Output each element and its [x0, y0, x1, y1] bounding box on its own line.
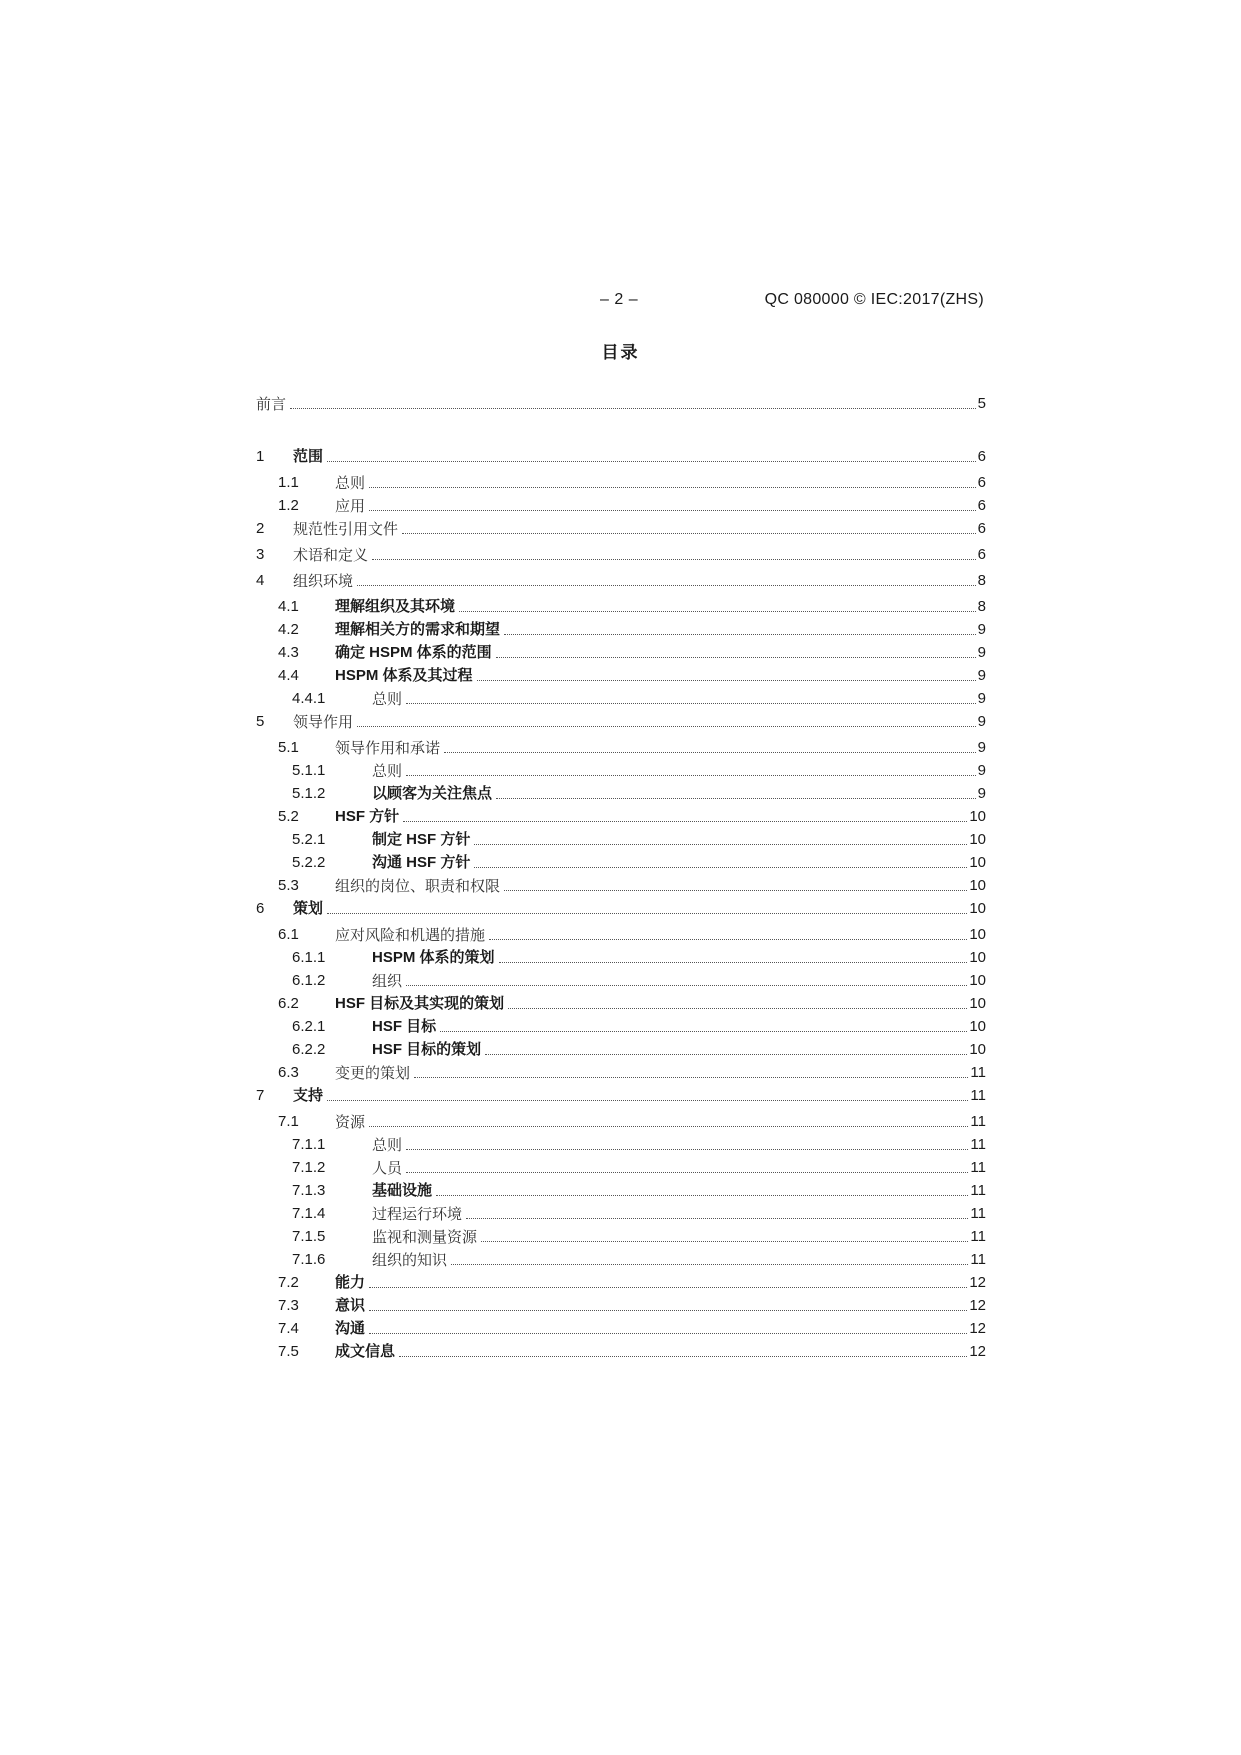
- toc-entry[interactable]: [256, 710, 986, 732]
- toc-entry-label: 变更的策划: [335, 1064, 411, 1082]
- toc-dot-leader: [496, 656, 976, 658]
- toc-dot-leader: [406, 1148, 968, 1150]
- toc-dot-leader: [369, 486, 976, 488]
- toc-dot-leader: [402, 532, 976, 534]
- toc-entry-page: 11: [970, 1205, 986, 1222]
- toc-dot-leader: [499, 961, 968, 963]
- toc-dot-leader: [399, 1355, 967, 1357]
- toc-entry-page: 11: [970, 1064, 986, 1081]
- toc-entry-label: 总则: [335, 474, 366, 492]
- toc-entry-page: 10: [969, 1041, 986, 1058]
- toc-entry-label: 意识: [335, 1297, 366, 1314]
- toc-entry[interactable]: [256, 1271, 986, 1293]
- toc-entry[interactable]: [256, 805, 986, 827]
- toc-dot-leader: [327, 912, 967, 914]
- toc-entry-number: 7.2: [278, 1274, 299, 1291]
- toc-entry-label: 总则: [372, 762, 403, 780]
- toc-dot-leader: [406, 984, 967, 986]
- toc-entry-label: 成文信息: [335, 1343, 396, 1360]
- toc-entry-label: 组织: [372, 972, 403, 990]
- toc-dot-leader: [369, 1309, 967, 1311]
- toc-title: 目录: [601, 343, 640, 362]
- toc-entry-label: 能力: [335, 1274, 366, 1291]
- toc-entry-page: 9: [977, 785, 986, 802]
- toc-entry[interactable]: [256, 1294, 986, 1316]
- toc-entry-page: 6: [977, 520, 986, 537]
- toc-entry[interactable]: [256, 1340, 986, 1362]
- toc-dot-leader: [504, 633, 976, 635]
- toc-entry-page: 11: [970, 1136, 986, 1153]
- toc-entry[interactable]: [256, 897, 986, 919]
- toc-entry[interactable]: [256, 736, 986, 758]
- toc-entry-label: HSPM 体系及其过程: [335, 667, 473, 684]
- toc-entry[interactable]: [256, 1038, 986, 1060]
- toc-dot-leader: [406, 702, 976, 704]
- toc-entry-label: 以顾客为关注焦点: [372, 785, 493, 802]
- toc-dot-leader: [406, 1171, 968, 1173]
- toc-entry-number: 1.2: [278, 497, 299, 514]
- toc-entry-number: 6.2.2: [292, 1041, 326, 1058]
- toc-entry-number: 6: [256, 900, 265, 917]
- toc-entry[interactable]: [256, 1084, 986, 1106]
- toc-entry-label: 沟通 HSF 方针: [372, 854, 471, 871]
- toc-entry-label: 组织的知识: [372, 1251, 448, 1269]
- toc-entry-label: 过程运行环境: [372, 1205, 463, 1223]
- toc-entry[interactable]: [256, 1225, 986, 1247]
- toc-entry-page: 9: [977, 621, 986, 638]
- toc-entry-page: 12: [969, 1274, 986, 1291]
- toc-entry-page: 10: [969, 949, 986, 966]
- toc-dot-leader: [403, 820, 967, 822]
- toc-entry-page: 8: [977, 598, 986, 615]
- toc-entry-label: 监视和测量资源: [372, 1228, 478, 1246]
- toc-dot-leader: [440, 1030, 967, 1032]
- toc-entry-page: 11: [970, 1087, 986, 1104]
- toc-dot-leader: [436, 1194, 968, 1196]
- toc-entry[interactable]: [256, 1248, 986, 1270]
- toc-entry-number: 4.3: [278, 644, 299, 661]
- toc-dot-leader: [290, 407, 976, 409]
- toc-entry-page: 11: [970, 1228, 986, 1245]
- toc-entry[interactable]: [256, 782, 986, 804]
- toc-entry-number: 7.4: [278, 1320, 299, 1337]
- toc-entry-page: 9: [977, 713, 986, 730]
- toc-entry[interactable]: [256, 1156, 986, 1178]
- toc-entry-number: 7.1.5: [292, 1228, 326, 1245]
- toc-entry-page: 6: [977, 546, 986, 563]
- toc-entry-number: 7.1.6: [292, 1251, 326, 1268]
- toc-entry-page: 12: [969, 1297, 986, 1314]
- toc-entry[interactable]: [256, 392, 986, 414]
- toc-entry-page: 11: [970, 1159, 986, 1176]
- toc-entry-page: 11: [970, 1182, 986, 1199]
- toc-entry[interactable]: [256, 1179, 986, 1201]
- toc-entry-number: 5.2.2: [292, 854, 326, 871]
- toc-entry-number: 6.2.1: [292, 1018, 326, 1035]
- toc-entry[interactable]: [256, 1110, 986, 1132]
- toc-entry-number: 5.2: [278, 808, 299, 825]
- toc-entry-page: 9: [977, 667, 986, 684]
- toc-entry-number: 7: [256, 1087, 265, 1104]
- toc-entry-page: 12: [969, 1343, 986, 1360]
- toc-entry-label: HSF 方针: [335, 808, 400, 825]
- toc-entry[interactable]: [256, 851, 986, 873]
- toc-dot-leader: [369, 509, 976, 511]
- toc-entry-number: 7.1.3: [292, 1182, 326, 1199]
- toc-entry-label: 规范性引用文件: [293, 520, 399, 538]
- toc-entry-number: 7.5: [278, 1343, 299, 1360]
- toc-dot-leader: [474, 843, 967, 845]
- toc-entry-number: 6.1.1: [292, 949, 326, 966]
- toc-entry-page: 10: [969, 972, 986, 989]
- toc-entry[interactable]: [256, 543, 986, 565]
- toc-entry[interactable]: [256, 569, 986, 591]
- toc-dot-leader: [369, 1125, 968, 1127]
- toc-entry[interactable]: [256, 641, 986, 663]
- toc-entry[interactable]: [256, 618, 986, 640]
- toc-entry-number: 5.1.2: [292, 785, 326, 802]
- toc-entry-number: 5.2.1: [292, 831, 326, 848]
- toc-entry[interactable]: [256, 471, 986, 493]
- toc-entry-label: 范围: [293, 448, 324, 465]
- toc-entry-page: 6: [977, 474, 986, 491]
- toc-entry-number: 7.1.4: [292, 1205, 326, 1222]
- toc-dot-leader: [406, 774, 976, 776]
- toc-entry-number: 6.2: [278, 995, 299, 1012]
- toc-entry-number: 3: [256, 546, 265, 563]
- toc-entry-page: 10: [969, 877, 986, 894]
- toc-entry-label: 术语和定义: [293, 546, 369, 564]
- toc-entry-page: 9: [977, 739, 986, 756]
- toc-entry-number: 5.1.1: [292, 762, 326, 779]
- toc-dot-leader: [369, 1286, 967, 1288]
- toc-entry[interactable]: [256, 1202, 986, 1224]
- toc-entry-number: 5: [256, 713, 265, 730]
- toc-entry[interactable]: [256, 494, 986, 516]
- toc-entry-number: 2: [256, 520, 265, 537]
- toc-dot-leader: [504, 889, 967, 891]
- toc-entry-number: 1: [256, 448, 265, 465]
- toc-entry-page: 10: [969, 854, 986, 871]
- toc-entry-number: 7.1.2: [292, 1159, 326, 1176]
- toc-entry-page: 8: [977, 572, 986, 589]
- toc-entry-label: HSF 目标及其实现的策划: [335, 995, 505, 1012]
- toc-dot-leader: [357, 584, 976, 586]
- toc-dot-leader: [481, 1240, 968, 1242]
- toc-entry-number: 6.3: [278, 1064, 299, 1081]
- toc-entry-label: 支持: [293, 1087, 324, 1104]
- toc-dot-leader: [451, 1263, 968, 1265]
- toc-entry-page: 11: [970, 1251, 986, 1268]
- toc-entry-label: HSF 目标: [372, 1018, 437, 1035]
- toc-entry-page: 9: [977, 762, 986, 779]
- toc-entry-label: 理解相关方的需求和期望: [335, 621, 501, 638]
- toc-entry-label: 组织环境: [293, 572, 354, 590]
- toc-dot-leader: [474, 866, 967, 868]
- toc-entry-page: 10: [969, 808, 986, 825]
- toc-entry-label: 领导作用和承诺: [335, 739, 441, 757]
- toc-dot-leader: [372, 558, 976, 560]
- toc-entry-label: 总则: [372, 690, 403, 708]
- toc-entry-number: 7.3: [278, 1297, 299, 1314]
- toc-dot-leader: [369, 1332, 967, 1334]
- toc-entry[interactable]: [256, 992, 986, 1014]
- toc-dot-leader: [327, 1099, 968, 1101]
- table-of-contents: [256, 0, 986, 1755]
- toc-dot-leader: [489, 938, 967, 940]
- toc-entry-page: 10: [969, 926, 986, 943]
- toc-entry-number: 5.3: [278, 877, 299, 894]
- toc-entry[interactable]: [256, 969, 986, 991]
- toc-entry-number: 4.4: [278, 667, 299, 684]
- toc-entry[interactable]: [256, 664, 986, 686]
- toc-entry[interactable]: [256, 687, 986, 709]
- toc-entry-number: 4: [256, 572, 265, 589]
- toc-entry-number: 5.1: [278, 739, 299, 756]
- toc-entry-label: 前言: [256, 395, 287, 413]
- toc-entry-number: 4.1: [278, 598, 299, 615]
- toc-entry-label: 理解组织及其环境: [335, 598, 456, 615]
- toc-entry-number: 6.1: [278, 926, 299, 943]
- toc-entry-label: 沟通: [335, 1320, 366, 1337]
- toc-dot-leader: [357, 725, 976, 727]
- toc-entry[interactable]: [256, 828, 986, 850]
- toc-entry-page: 9: [977, 644, 986, 661]
- toc-entry[interactable]: [256, 1133, 986, 1155]
- toc-entry-label: 总则: [372, 1136, 403, 1154]
- toc-entry-page: 6: [977, 497, 986, 514]
- toc-entry-label: 应用: [335, 497, 366, 515]
- toc-entry[interactable]: [256, 445, 986, 467]
- toc-entry-label: 人员: [372, 1159, 403, 1177]
- toc-entry[interactable]: [256, 1061, 986, 1083]
- toc-entry-page: 10: [969, 1018, 986, 1035]
- toc-entry-label: 制定 HSF 方针: [372, 831, 471, 848]
- toc-entry-number: 4.4.1: [292, 690, 326, 707]
- toc-entry-page: 11: [970, 1113, 986, 1130]
- toc-entry-number: 1.1: [278, 474, 299, 491]
- toc-entry-number: 7.1.1: [292, 1136, 326, 1153]
- toc-entry-label: 组织的岗位、职责和权限: [335, 877, 501, 895]
- toc-entry-label: 确定 HSPM 体系的范围: [335, 644, 492, 661]
- toc-entry-label: 领导作用: [293, 713, 354, 731]
- toc-entry-label: 应对风险和机遇的措施: [335, 926, 486, 944]
- toc-entry[interactable]: [256, 1317, 986, 1339]
- toc-entry[interactable]: [256, 1015, 986, 1037]
- document-code: QC 080000 © IEC:2017(ZHS): [764, 291, 984, 308]
- toc-entry[interactable]: [256, 874, 986, 896]
- toc-dot-leader: [477, 679, 976, 681]
- toc-entry-number: 6.1.2: [292, 972, 326, 989]
- toc-entry-label: 策划: [293, 900, 324, 917]
- toc-entry-label: HSPM 体系的策划: [372, 949, 495, 966]
- toc-entry-number: 4.2: [278, 621, 299, 638]
- toc-dot-leader: [414, 1076, 968, 1078]
- toc-dot-leader: [485, 1053, 967, 1055]
- toc-entry[interactable]: [256, 759, 986, 781]
- toc-entry[interactable]: [256, 517, 986, 539]
- toc-dot-leader: [496, 797, 976, 799]
- page-number: – 2 –: [600, 291, 639, 308]
- toc-entry-number: 7.1: [278, 1113, 299, 1130]
- toc-entry-label: 资源: [335, 1113, 366, 1131]
- toc-dot-leader: [327, 460, 976, 462]
- toc-entry-page: 5: [977, 395, 986, 412]
- toc-entry[interactable]: [256, 923, 986, 945]
- toc-entry-label: 基础设施: [372, 1182, 433, 1199]
- toc-entry-page: 10: [969, 900, 986, 917]
- toc-dot-leader: [444, 751, 976, 753]
- toc-dot-leader: [459, 610, 976, 612]
- toc-entry-page: 10: [969, 995, 986, 1012]
- toc-entry-page: 12: [969, 1320, 986, 1337]
- toc-entry-page: 9: [977, 690, 986, 707]
- toc-entry-label: HSF 目标的策划: [372, 1041, 482, 1058]
- toc-entry-page: 10: [969, 831, 986, 848]
- toc-dot-leader: [466, 1217, 968, 1219]
- toc-entry[interactable]: [256, 946, 986, 968]
- toc-entry[interactable]: [256, 595, 986, 617]
- toc-dot-leader: [508, 1007, 967, 1009]
- toc-entry-page: 6: [977, 448, 986, 465]
